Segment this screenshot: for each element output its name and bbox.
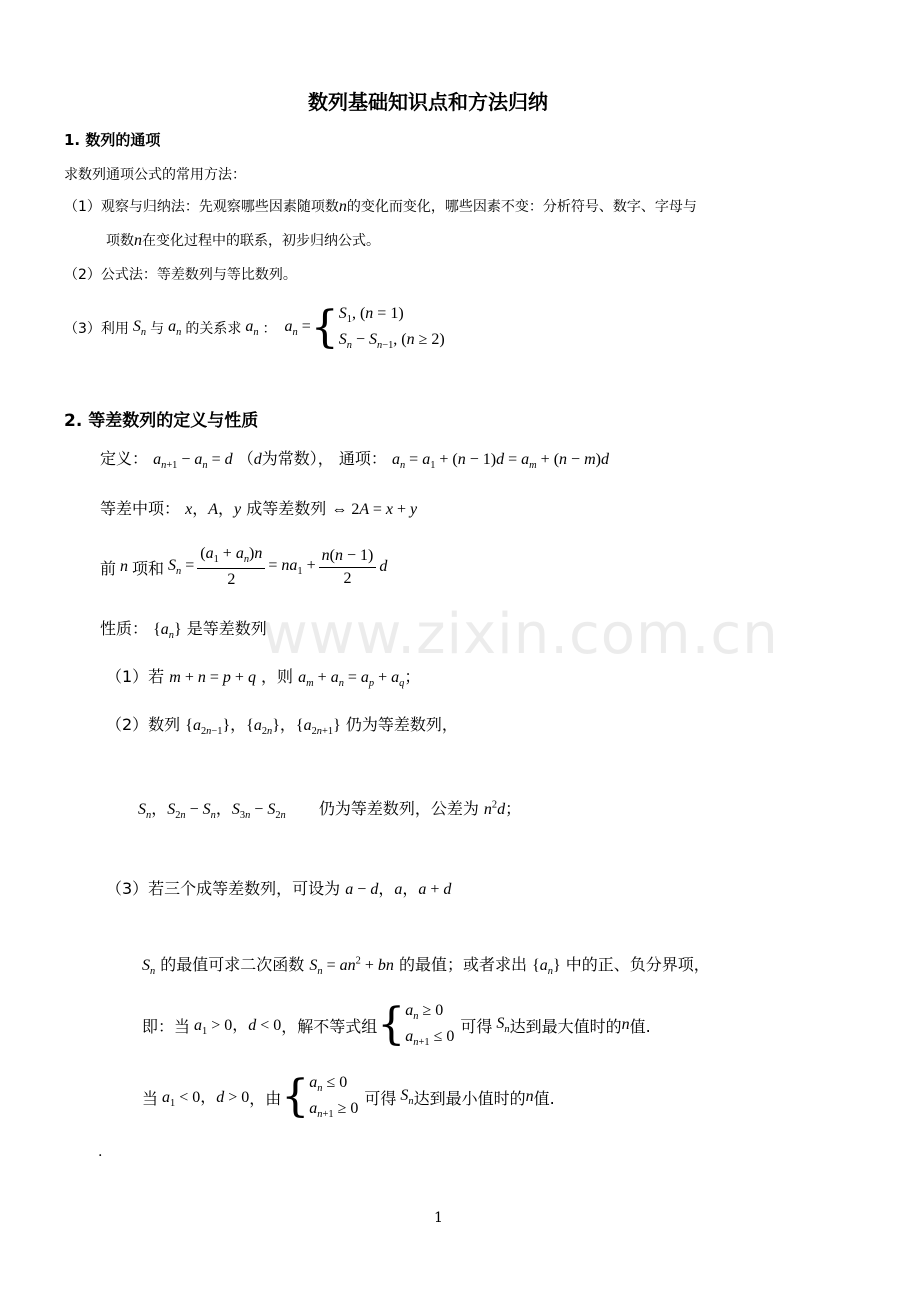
method1-line2: 项数n在变化过程中的联系，初步归纳公式。 [106, 232, 380, 249]
sn-extremum-line: $S_n$ 的最值可求二次函数 $S_n = an^2$ + bn 的最值；或者求出 $\{a_n\}$ 中的正、负分界项， [142, 955, 710, 978]
trailing-dot: . [98, 1144, 103, 1160]
method3: （3）利用 $S_n$ 与 $a_n$ 的关系求 $a_n$ ： $a_n$ = { $S_1$, (n = 1) $S_n - S_{n-1}$, (n ≥ 2) [64, 302, 445, 353]
section1-heading: 1. 数列的通项 [64, 131, 161, 149]
section2-heading: 2. 等差数列的定义与性质 [64, 411, 259, 431]
page-number: 1 [434, 1210, 443, 1226]
property-heading: 性质： $\{a_n\}$ 是等差数列 [100, 619, 267, 642]
section1-intro: 求数列通项公式的常用方法： [64, 167, 246, 183]
property-2-sums: $S_n$，$S_{2n} - S_n$，$S_{3n} - S_{2n}$ 仍为等差数列，公差为 $n^2d$； [138, 799, 522, 822]
page-title: 数列基础知识点和方法归纳 [308, 90, 548, 114]
definition-line: 定义： $a_{n+1} - a_n = d$ （d为常数）， 通项： $a_n = a_1 + (n - 1)d = a_m + (n - m)d$ [100, 449, 609, 472]
method2: （2）公式法：等差数列与等比数列。 [64, 267, 297, 283]
sum-formula: 前 n 项和 $S_n$ = $\frac{(a_1 + a_n)n}{2}$ = $na_1$ + $\frac{n(n - 1)}{2}$ d [100, 545, 388, 588]
property-2: （2）数列 $\{a_{2n-1}\}$，$\{a_{2n}\}$，$\{a_{2n+1}\}$ 仍为等差数列， [106, 715, 458, 738]
watermark: www.zixin.com.cn [262, 602, 779, 667]
max-condition: 即：当 $a_1 > 0$，d < 0 ，解不等式组 { $a_n \ge 0$ $a_{n+1} \le 0$ 可得 $S_n$ 达到最大值时的 n 值. [142, 999, 651, 1050]
property-1: （1）若 m + n = p + q ，则 $a_m + a_n = a_p + a_q$； [106, 667, 421, 690]
property-3: （3）若三个成等差数列，可设为 a − d，a，a + d [106, 879, 452, 898]
arith-mean-line: 等差中项： x，A，y 成等差数列 ⇔ 2A = x + y [100, 499, 418, 518]
min-condition: 当 $a_1 < 0$，d > 0 ，由 { $a_n \le 0$ $a_{n+1} \ge 0$ 可得 $S_n$ 达到最小值时的 n 值. [142, 1071, 555, 1122]
method1-line1: （1）观察与归纳法：先观察哪些因素随项数n的变化而变化，哪些因素不变：分析符号、数字、字母与 [64, 198, 697, 215]
